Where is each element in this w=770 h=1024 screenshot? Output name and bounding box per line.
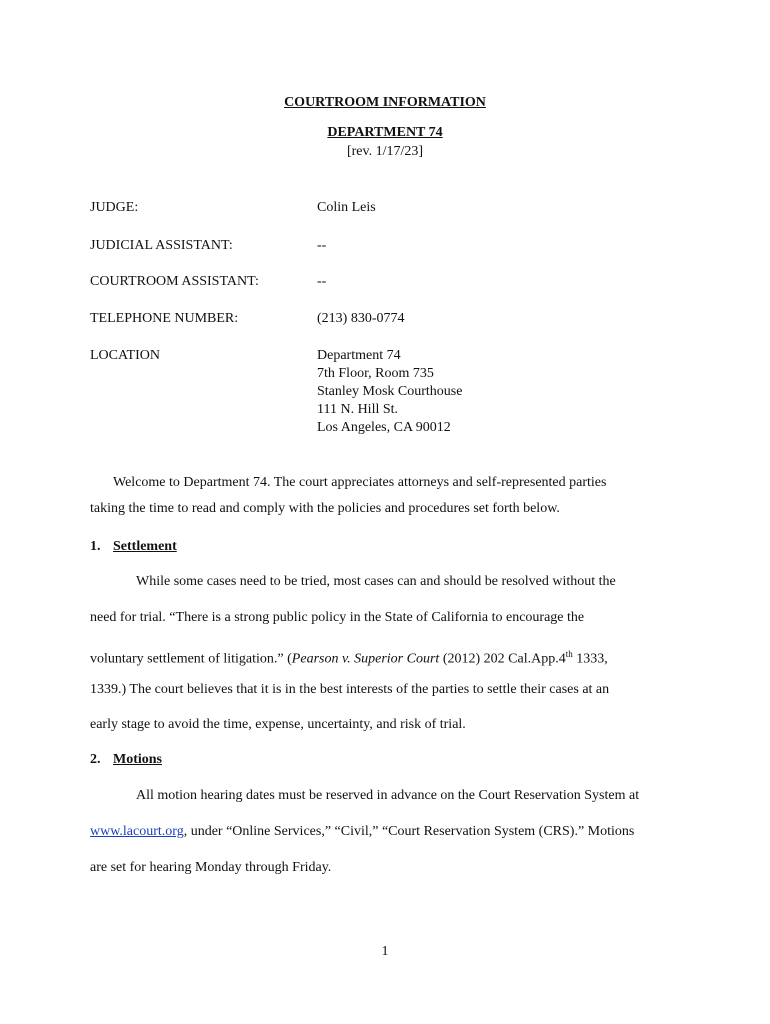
intro-paragraph-line: Welcome to Department 74. The court appreciates attorneys and self-represented parties (113, 475, 607, 490)
document-title: COURTROOM INFORMATION (284, 95, 486, 110)
settlement-text: 1333, (572, 651, 608, 667)
motions-link-line (90, 823, 634, 841)
courtroom-assistant-value: -- (317, 274, 327, 289)
telephone-label: TELEPHONE NUMBER: (90, 311, 239, 326)
section-number: 2. (90, 752, 101, 767)
location-line: 7th Floor, Room 735 (317, 366, 434, 381)
settlement-paragraph-line: While some cases need to be tried, most cases can and should be resolved without the (136, 574, 616, 589)
settlement-paragraph-line: 1339.) The court believes that it is in the best interests of the parties to settle their cases at an (90, 682, 610, 697)
page-number: 1 (381, 944, 389, 959)
section-number: 1. (90, 539, 101, 554)
judge-label: JUDGE: (90, 200, 139, 215)
revision-date: [rev. 1/17/23] (346, 144, 424, 159)
location-line: Los Angeles, CA 90012 (317, 420, 451, 435)
motions-text: , under “Online Services,” “Civil,” “Court Reservation System (CRS).” Motions (183, 824, 635, 839)
department-heading: DEPARTMENT 74 (327, 125, 443, 140)
settlement-paragraph-line: early stage to avoid the time, expense, uncertainty, and risk of trial. (90, 717, 466, 732)
motions-paragraph-line: are set for hearing Monday through Friday. (90, 860, 332, 875)
section-heading-settlement: Settlement (113, 539, 177, 554)
telephone-value: (213) 830-0774 (317, 311, 405, 326)
location-line: Department 74 (317, 348, 401, 363)
case-name: Pearson v. Superior Court (291, 651, 440, 667)
settlement-paragraph-line: need for trial. “There is a strong public policy in the State of California to encourage the (90, 610, 585, 625)
location-line: 111 N. Hill St. (317, 402, 399, 417)
section-heading-motions: Motions (113, 752, 162, 767)
lacourt-link[interactable]: www.lacourt.org (90, 824, 184, 839)
settlement-citation-line (90, 645, 608, 669)
courtroom-assistant-label: COURTROOM ASSISTANT: (90, 274, 259, 289)
judicial-assistant-value: -- (317, 238, 327, 253)
intro-paragraph-line: taking the time to read and comply with the policies and procedures set forth below. (90, 501, 560, 516)
location-label: LOCATION (90, 348, 160, 363)
settlement-text: voluntary settlement of litigation.” ( (90, 651, 292, 667)
motions-paragraph-line: All motion hearing dates must be reserved in advance on the Court Reservation System at (136, 788, 640, 803)
location-line: Stanley Mosk Courthouse (317, 384, 463, 399)
judge-value: Colin Leis (317, 200, 376, 215)
superscript: th (565, 649, 573, 659)
settlement-text: (2012) 202 Cal.App.4 (439, 651, 566, 667)
judicial-assistant-label: JUDICIAL ASSISTANT: (90, 238, 233, 253)
